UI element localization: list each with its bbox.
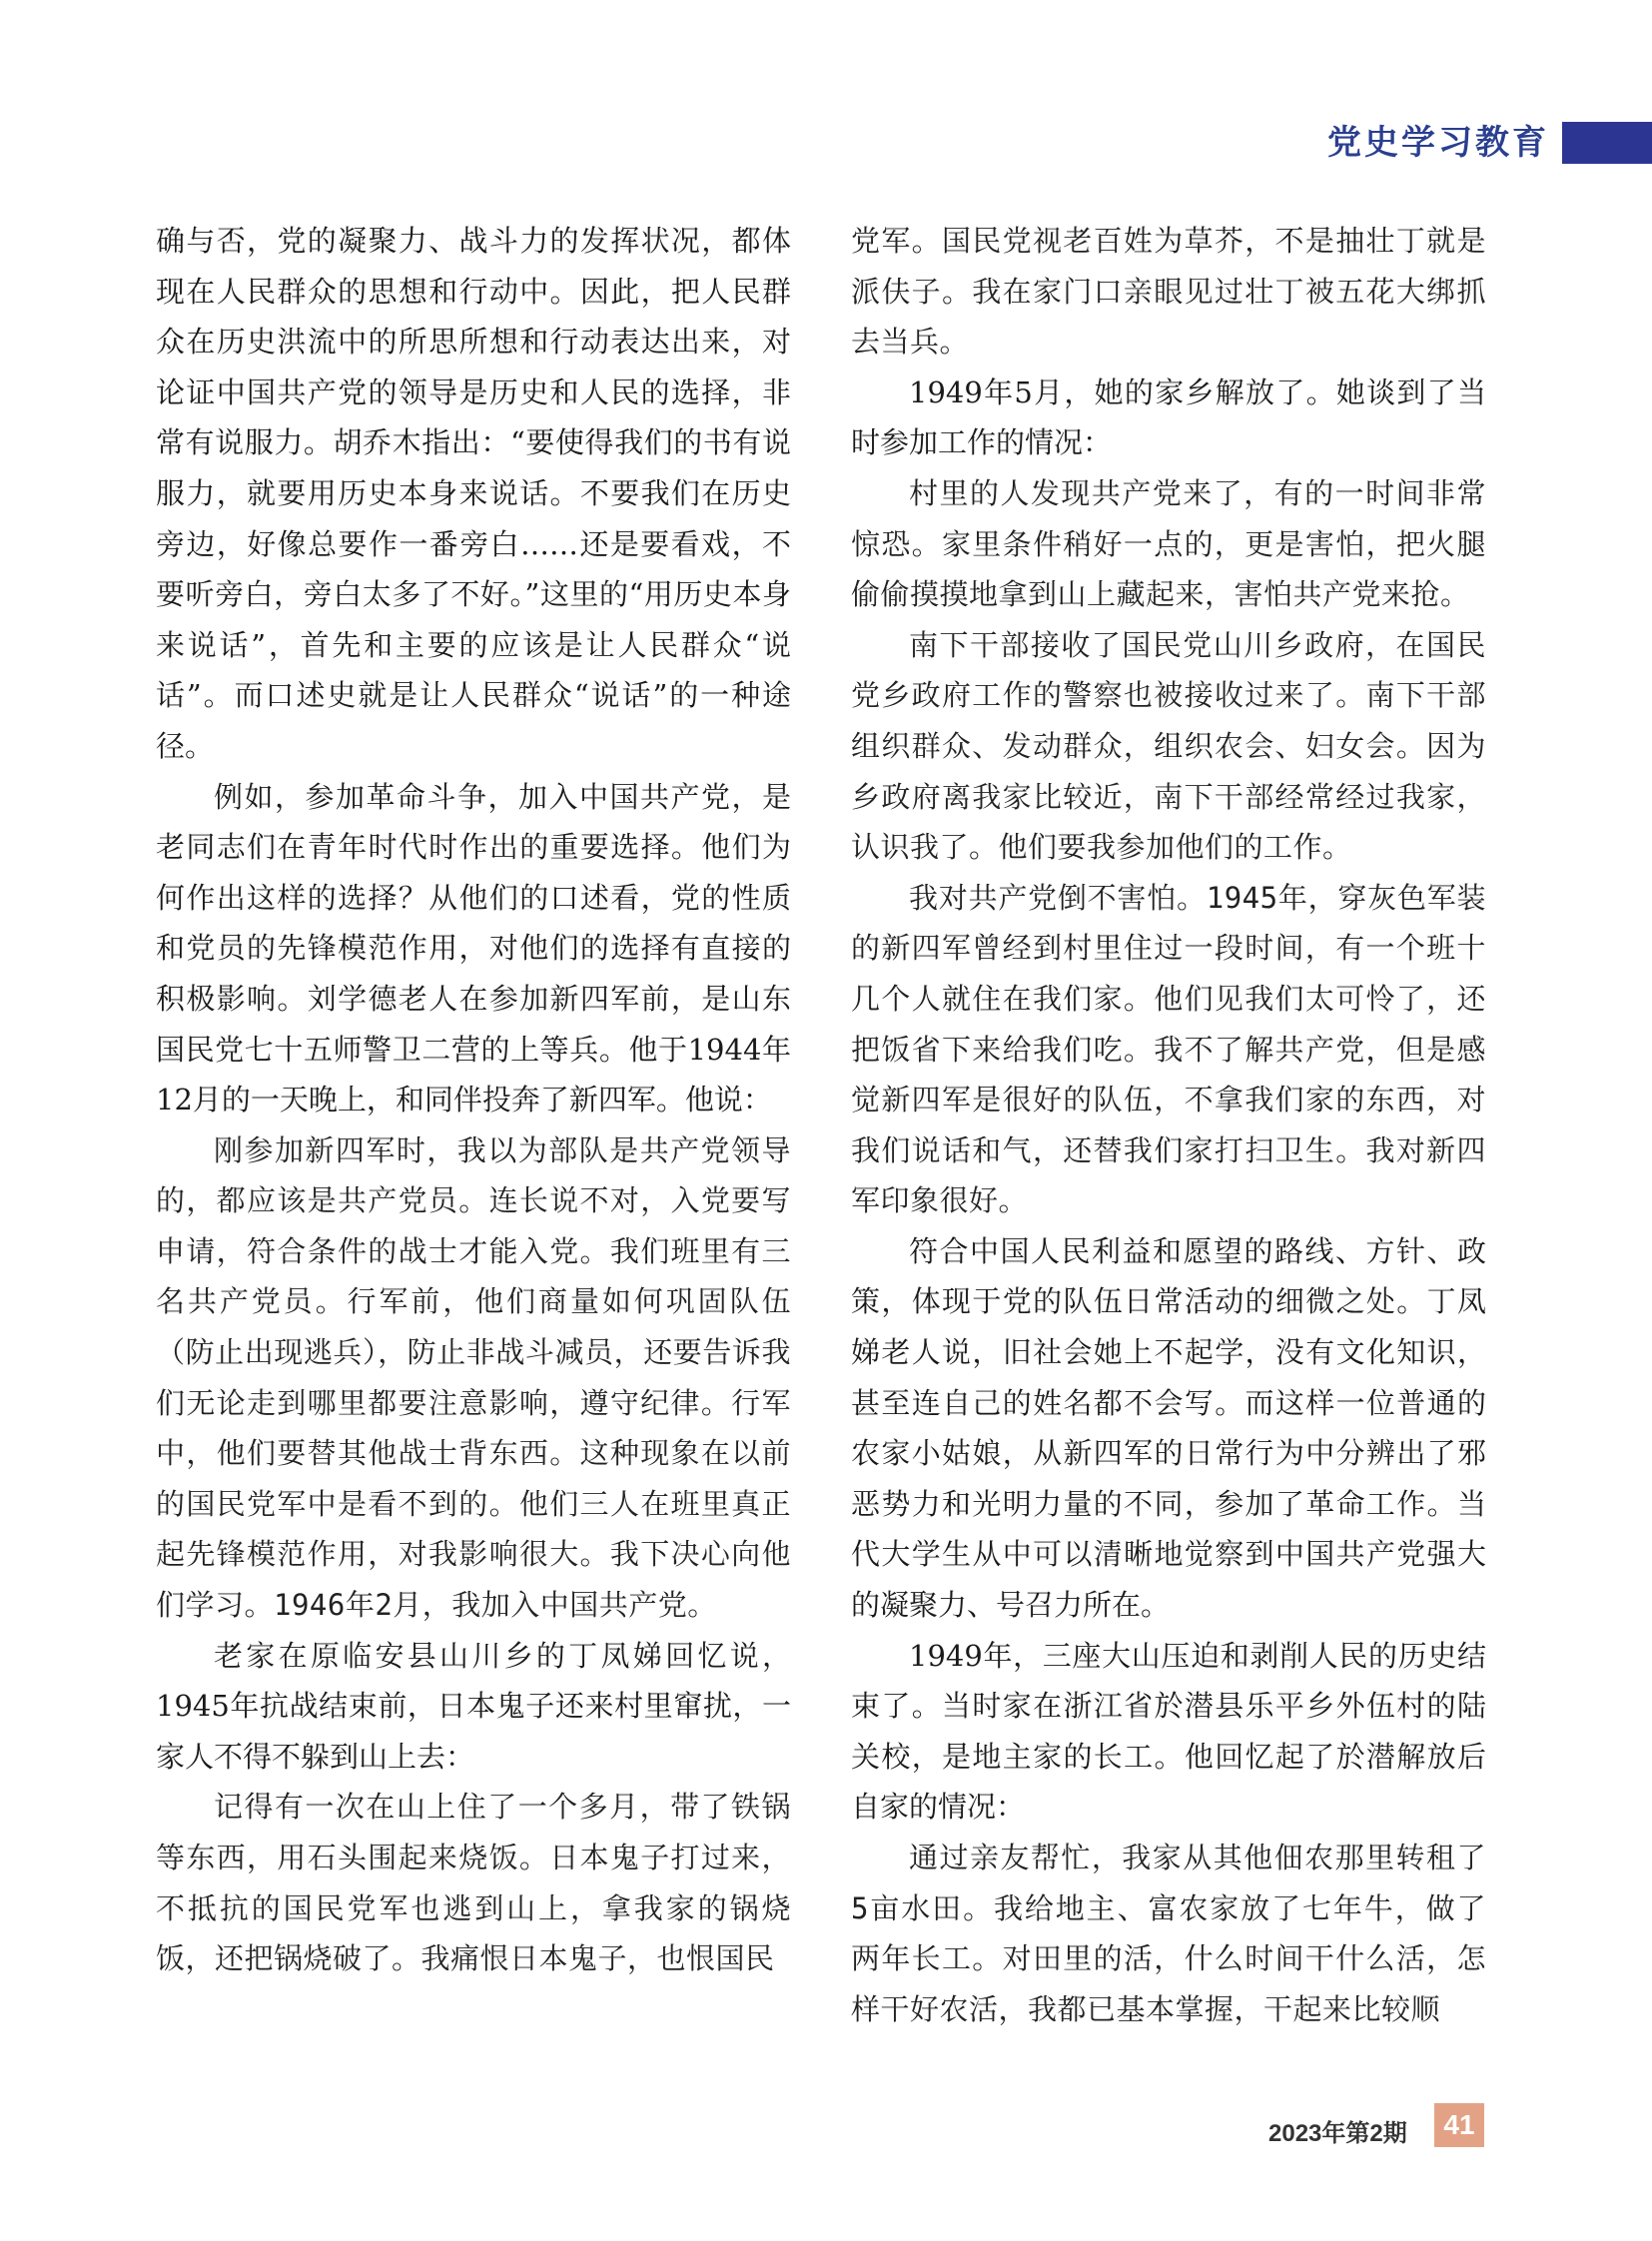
issue-label: 2023年第2期 xyxy=(1268,2120,1407,2147)
section-title: 党史学习教育 xyxy=(1327,123,1549,163)
quote-paragraph: 南下干部接收了国民党山川乡政府，在国民党乡政府工作的警察也被接收过来了。南下干部组织群众、发动群众，组织农会、妇女会。因为乡政府离我家比较近，南下干部经常经过我家，认识我了。他们要我参加他们的工作。 xyxy=(851,627,1486,865)
quote-paragraph: 我对共产党倒不害怕。1945年，穿灰色军装的新四军曾经到村里住过一段时间，有一个班十几个人就住在我们家。他们见我们太可怜了，还把饭省下来给我们吃。我不了解共产党，但是感觉新四军是很好的队伍，不拿我们家的东西，对我们说话和气，还替我们家打扫卫生。我对新四军印象很好。 xyxy=(851,880,1486,1218)
paragraph: 老家在原临安县山川乡的丁凤娣回忆说，1945年抗战结束前，日本鬼子还来村里窜扰，一家人不得不躲到山上去： xyxy=(156,1638,791,1774)
page-number: 41 xyxy=(1434,2103,1484,2147)
header-color-bar xyxy=(1562,122,1652,164)
right-column xyxy=(851,216,1486,2034)
paragraph: 1949年5月，她的家乡解放了。她谈到了当时参加工作的情况： xyxy=(851,374,1486,460)
paragraph: 例如，参加革命斗争，加入中国共产党，是老同志们在青年时代时作出的重要选择。他们为何作出这样的选择？从他们的口述看，党的性质和党员的先锋模范作用，对他们的选择有直接的积极影响。刘学德老人在参加新四军前，是山东国民党七十五师警卫二营的上等兵。他于1944年12月的一天晚上，和同伴投奔了新四军。他说： xyxy=(156,779,791,1118)
paragraph: 1949年，三座大山压迫和剥削人民的历史结束了。当时家在浙江省於潜县乐平乡外伍村的陆关校，是地主家的长工。他回忆起了於潜解放后自家的情况： xyxy=(851,1638,1486,1825)
paragraph: 确与否，党的凝聚力、战斗力的发挥状况，都体现在人民群众的思想和行动中。因此，把人民群众在历史洪流中的所思所想和行动表达出来，对论证中国共产党的领导是历史和人民的选择，非常有说服力。胡乔木指出：“要使得我们的书有说服力，就要用历史本身来说话。不要我们在历史旁边，好像总要作一番旁白……还是要看戏，不要听旁白，旁白太多了不好。”这里的“用历史本身来说话”，首先和主要的应该是让人民群众“说话”。而口述史就是让人民群众“说话”的一种途径。 xyxy=(156,224,791,763)
quote-paragraph: 通过亲友帮忙，我家从其他佃农那里转租了5亩水田。我给地主、富农家放了七年牛，做了两年长工。对田里的活，什么时间干什么活，怎样干好农活，我都已基本掌握，干起来比较顺 xyxy=(851,1841,1486,2026)
left-column xyxy=(156,216,791,1984)
quote-paragraph: 记得有一次在山上住了一个多月，带了铁锅等东西，用石头围起来烧饭。日本鬼子打过来，不抵抗的国民党军也逃到山上，拿我家的锅烧饭，还把锅烧破了。我痛恨日本鬼子，也恨国民 xyxy=(156,1790,791,1976)
quote-paragraph: 党军。国民党视老百姓为草芥，不是抽壮丁就是派伕子。我在家门口亲眼见过壮丁被五花大绑抓去当兵。 xyxy=(851,224,1486,360)
paragraph: 符合中国人民利益和愿望的路线、方针、政策，体现于党的队伍日常活动的细微之处。丁凤娣老人说，旧社会她上不起学，没有文化知识，甚至连自己的姓名都不会写。而这样一位普通的农家小姑娘，从新四军的日常行为中分辨出了邪恶势力和光明力量的不同，参加了革命工作。当代大学生从中可以清晰地觉察到中国共产党强大的凝聚力、号召力所在。 xyxy=(851,1233,1486,1623)
quote-paragraph: 村里的人发现共产党来了，有的一时间非常惊恐。家里条件稍好一点的，更是害怕，把火腿偷偷摸摸地拿到山上藏起来，害怕共产党来抢。 xyxy=(851,475,1486,612)
quote-paragraph: 刚参加新四军时，我以为部队是共产党领导的，都应该是共产党员。连长说不对，入党要写申请，符合条件的战士才能入党。我们班里有三名共产党员。行军前，他们商量如何巩固队伍（防止出现逃兵），防止非战斗减员，还要告诉我们无论走到哪里都要注意影响，遵守纪律。行军中，他们要替其他战士背东西。这种现象在以前的国民党军中是看不到的。他们三人在班里真正起先锋模范作用，对我影响很大。我下决心向他们学习。1946年2月，我加入中国共产党。 xyxy=(156,1132,791,1623)
